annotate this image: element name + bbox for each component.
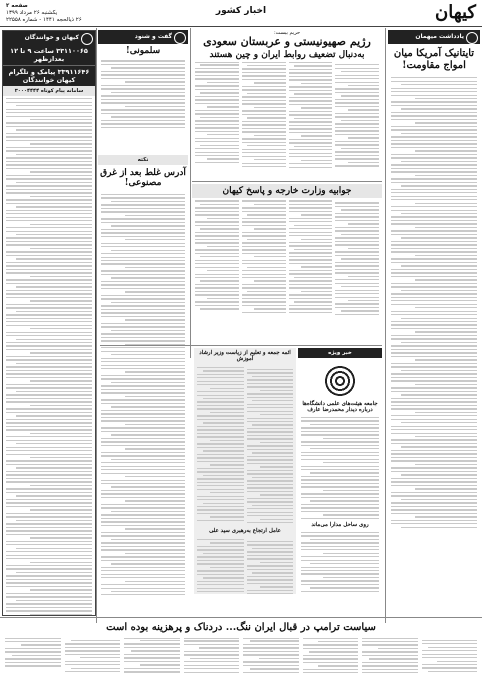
section-rule (192, 181, 382, 182)
dialogue-headline: سلمونی! (125, 46, 161, 56)
readers-column (2, 30, 96, 616)
column-icon (81, 33, 93, 45)
page-number: صفحه ۲ (6, 3, 28, 9)
special-news (298, 348, 382, 594)
date-persian: یکشنبه ۲۶ مرداد ۱۳۹۹ (6, 10, 58, 16)
section-rule (100, 345, 382, 346)
main-story-kicker: حریم بیست: (273, 30, 301, 36)
guest-column-headline: تایتانیک آمریکا میان امواج مقاومت! (393, 48, 475, 71)
main-story (192, 30, 382, 180)
special-news-sub-4: روی ساحل مدارا می‌ماند (311, 522, 369, 529)
dialogue-column (98, 30, 188, 150)
masthead (0, 0, 482, 27)
main-story-headline-2: به‌دنبال تضعیف روابط ایران و چین هستند (209, 49, 365, 60)
special-news-gray-body (197, 367, 293, 525)
special-news-gray (194, 348, 296, 594)
section-title: اخبار کشور (215, 6, 267, 16)
main-story-headline-1: رژیم صهیونیستی و عربستان سعودی (203, 35, 371, 48)
special-news-gray-body-2 (197, 539, 293, 594)
newspaper-logo: کیهان (434, 2, 476, 23)
main-story-body (195, 62, 379, 167)
note-column (98, 155, 188, 595)
column-rule (190, 28, 191, 358)
ministry-body (195, 200, 379, 314)
readers-label (3, 31, 95, 45)
guest-column-label (388, 30, 480, 44)
readers-subtitle: سامانه پیام کوتاه ۳۰۰۰۴۴۴۴ (3, 86, 95, 96)
guest-column-body (391, 77, 477, 528)
column-icon (466, 32, 478, 44)
guest-column-label-text: یادداشت میهمان (415, 33, 464, 40)
note-headline: آدرس غلط بعد از غرق مصنوعی! (100, 168, 186, 189)
date-hijri: ۲۶ ذیالحجه ۱۴۴۱ - شماره ۲۲۵۵۸ (6, 17, 82, 23)
dialogue-body (101, 60, 185, 128)
special-news-label: خبر ویژه (298, 348, 382, 358)
bottom-story (2, 620, 480, 695)
special-news-sub-3: عامل ارتجاع به‌رهبری سید علی (209, 528, 281, 535)
readers-body (6, 98, 92, 616)
column-rule (96, 28, 97, 623)
section-rule (0, 617, 482, 618)
column-rule (385, 28, 386, 623)
special-news-sub-1: جامعه هیئت‌های علمی دانشگاه‌ها درباره دیدار محمدرضا عارف (302, 401, 378, 414)
ministry-story (192, 184, 382, 344)
special-news-sub-2: ائمه جمعه و تعلیم از زیاست وزیر ارشاد آموزش (199, 350, 291, 363)
note-body (101, 194, 185, 595)
special-news-body (301, 417, 379, 519)
clock-icon (323, 364, 357, 398)
dialogue-label (98, 30, 188, 44)
note-label: نکته (98, 155, 188, 165)
guest-column (388, 30, 480, 616)
readers-label-text: کیهان و خوانندگان (24, 34, 79, 41)
ministry-headline: جوابیه وزارت خارجه و پاسخ کیهان (192, 184, 382, 198)
bottom-story-body (5, 638, 477, 673)
special-news-body-2 (301, 532, 379, 594)
column-icon (174, 32, 186, 44)
readers-phone-2: ۳۳۹۱۱۶۴۶ پیامک و تلگرام کیهان خوانندگان (3, 65, 95, 86)
date-line (6, 3, 82, 24)
dialogue-label-text: گفت و شنود (134, 33, 172, 40)
readers-phone-1: ۳۳۱۱۰۰۶۵ ساعت ۹ تا ۱۲ بعدازظهر (3, 45, 95, 65)
bottom-headline: سیاست ترامپ در قبال ایران ننگ... دردناک و پرهزینه بوده است (106, 622, 376, 633)
